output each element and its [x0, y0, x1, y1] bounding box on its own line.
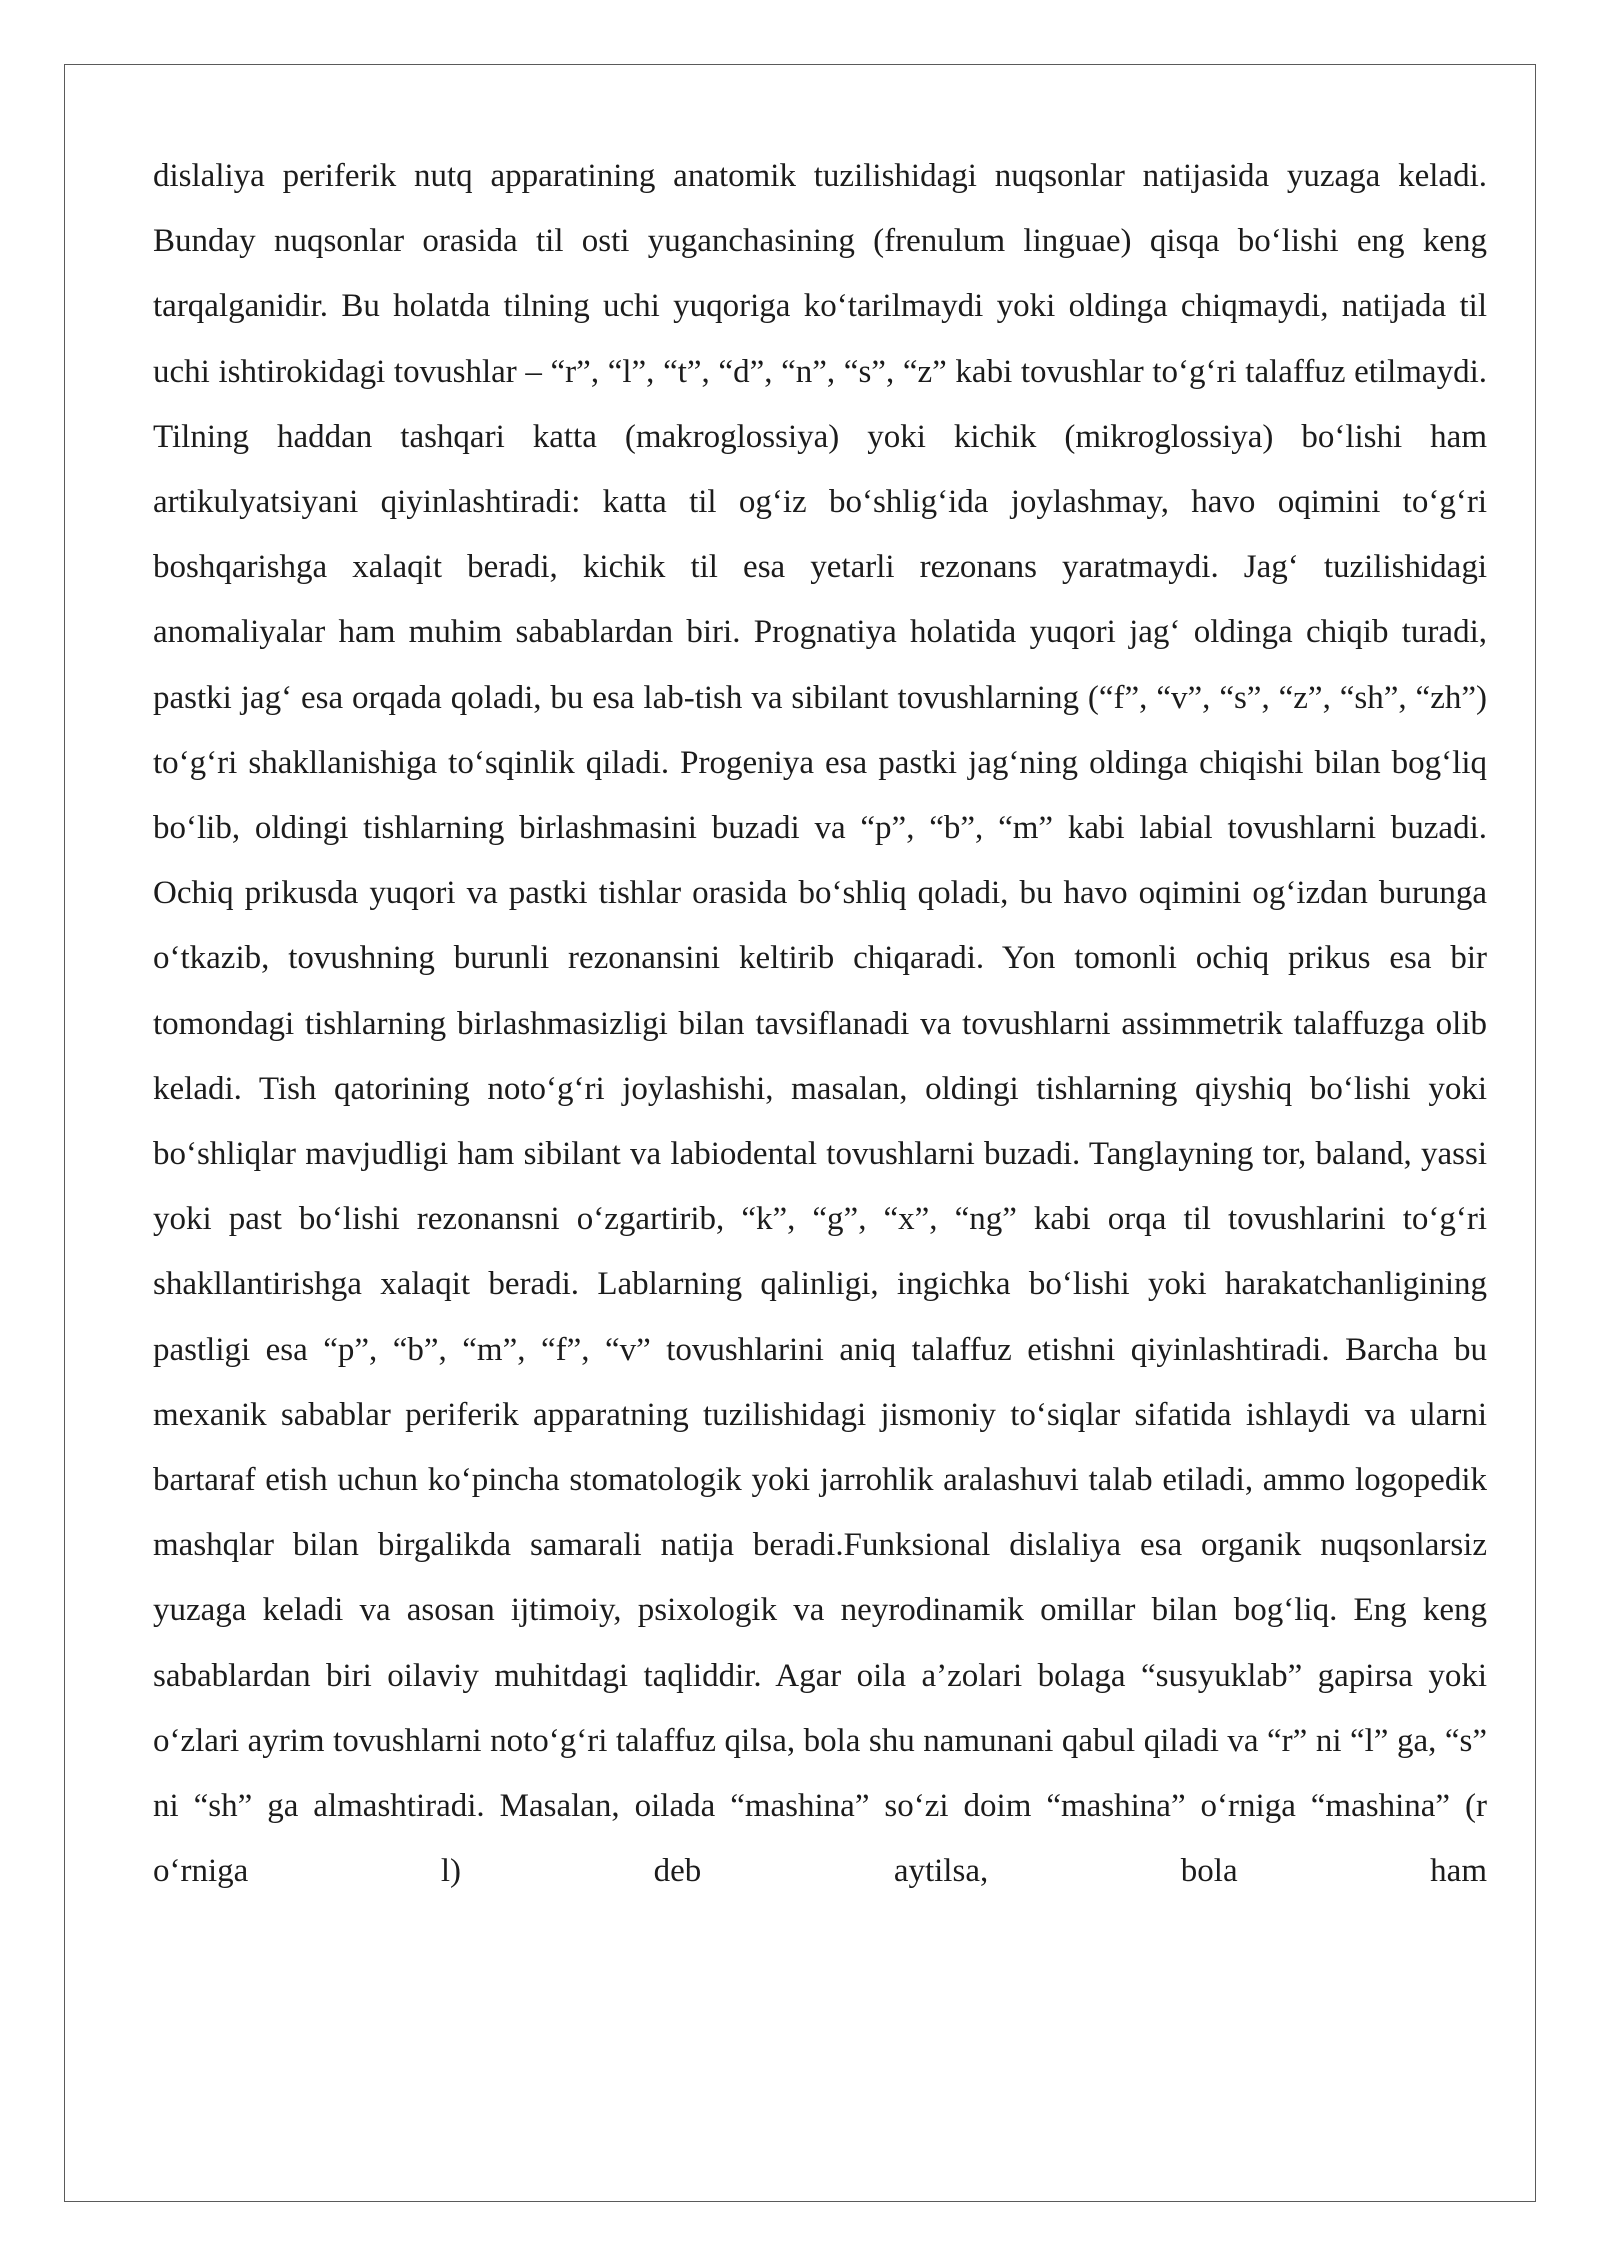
body-paragraph: dislaliya periferik nutq apparatining anatomik tuzilishidagi nuqsonlar natijasida yuzaga keladi. Bunday nuqsonlar orasida til osti yuganchasining (frenulum linguae) qisqa boʻlishi eng keng tarqalganidir. Bu holatda tilning uchi yuqoriga koʻtarilmaydi yoki oldinga chiqmaydi, natijada til uchi ishtirokidagi tovushlar – “r”, “l”, “t”, “d”, “n”, “s”, “z” kabi tovushlar toʻgʻri talaffuz etilmaydi. Tilning haddan tashqari katta (makroglossiya) yoki kichik (mikroglossiya) boʻlishi ham artikulyatsiyani qiyinlashtiradi: katta til ogʻiz boʻshligʻida joylashmay, havo oqimini toʻgʻri boshqarishga xalaqit beradi, kichik til esa yetarli rezonans yaratmaydi. Jagʻ tuzilishidagi anomaliyalar ham muhim sabablardan biri. Prognatiya holatida yuqori jagʻ oldinga chiqib turadi, pastki jagʻ esa orqada qoladi, bu esa lab-tish va sibilant tovushlarning (“f”, “v”, “s”, “z”, “sh”, “zh”) toʻgʻri shakllanishiga toʻsqinlik qiladi. Progeniya esa pastki jagʻning oldinga chiqishi bilan bogʻliq boʻlib, oldingi tishlarning birlashmasini buzadi va “p”, “b”, “m” kabi labial tovushlarni buzadi. Ochiq prikusda yuqori va pastki tishlar orasida boʻshliq qoladi, bu havo oqimini ogʻizdan burunga oʻtkazib, tovushning burunli rezonansini keltirib chiqaradi. Yon tomonli ochiq prikus esa bir tomondagi tishlarning birlashmasizligi bilan tavsiflanadi va tovushlarni assimmetrik talaffuzga olib keladi. Tish qatorining notoʻgʻri joylashishi, masalan, oldingi tishlarning qiyshiq boʻlishi yoki boʻshliqlar mavjudligi ham sibilant va labiodental tovushlarni buzadi. Tanglayning tor, baland, yassi yoki past boʻlishi rezonansni oʻzgartirib, “k”, “g”, “x”, “ng” kabi orqa til tovushlarini toʻgʻri shakllantirishga xalaqit beradi. Lablarning qalinligi, ingichka boʻlishi yoki harakatchanligining pastligi esa “p”, “b”, “m”, “f”, “v” tovushlarini aniq talaffuz etishni qiyinlashtiradi. Barcha bu mexanik sabablar periferik apparatning tuzilishidagi jismoniy toʻsiqlar sifatida ishlaydi va ularni bartaraf etish uchun koʻpincha stomatologik yoki jarrohlik aralashuvi talab etiladi, ammo logopedik mashqlar bilan birgalikda samarali natija beradi.Funksional dislaliya esa organik nuqsonlarsiz yuzaga keladi va asosan ijtimoiy, psixologik va neyrodinamik omillar bilan bogʻliq. Eng keng sabablardan biri oilaviy muhitdagi taqliddir. Agar oila a’zolari bolaga “susyuklab” gapirsa yoki oʻzlari ayrim tovushlarni notoʻgʻri talaffuz qilsa, bola shu namunani qabul qiladi va “r” ni “l” ga, “s” ni “sh” ga almashtiradi. Masalan, oilada “mashina” soʻzi doim “mashina” oʻrniga “mashina” (r oʻrniga l) deb aytilsa, bola ham [153, 158, 1487, 1890]
